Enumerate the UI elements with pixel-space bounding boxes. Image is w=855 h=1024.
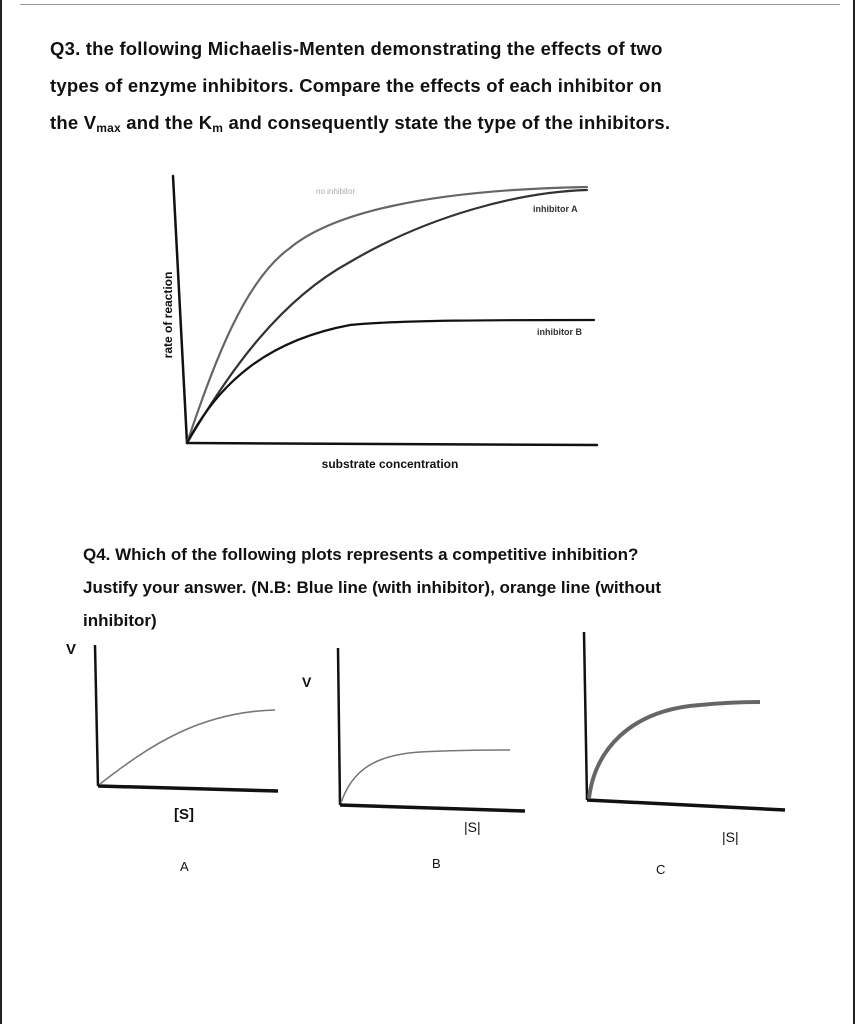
- michaelis-menten-figure: [161, 176, 597, 471]
- plot-b: [302, 648, 525, 871]
- x-axis-label: |S|: [722, 829, 739, 845]
- plot-c: [584, 632, 785, 877]
- plot-caption: B: [432, 856, 441, 871]
- x-axis-label: [S]: [174, 806, 194, 823]
- curve: [341, 750, 510, 803]
- plot-caption: C: [656, 862, 666, 877]
- curve: [100, 710, 275, 784]
- y-axis: [173, 176, 187, 443]
- curve: [589, 702, 760, 798]
- x-axis: [98, 786, 278, 791]
- x-axis: [587, 800, 785, 810]
- curve-inhibitor-b: [187, 320, 594, 443]
- x-axis: [187, 443, 597, 445]
- x-axis-label: |S|: [464, 819, 481, 835]
- q4-line-3: inhibitor): [83, 611, 157, 630]
- label-inhibitor-b: inhibitor B: [537, 327, 582, 337]
- label-inhibitor-a: inhibitor A: [533, 204, 578, 214]
- y-axis: [338, 648, 340, 805]
- q4-line-1: Q4. Which of the following plots represents a competitive inhibition?: [83, 545, 639, 564]
- y-axis-label: rate of reaction: [161, 271, 175, 359]
- question-4: [83, 538, 783, 637]
- curve-inhibitor-a: [187, 190, 587, 443]
- y-axis: [95, 645, 98, 786]
- label-no-inhibitor: no inhibitor: [316, 187, 356, 196]
- y-axis: [584, 632, 587, 800]
- km-subscript: m: [212, 121, 224, 135]
- curve-no-inhibitor: [187, 187, 587, 443]
- y-axis-label: V: [66, 641, 77, 658]
- q3-text: and consequently state the type of the inhibitors.: [223, 112, 671, 133]
- q3-text: and the K: [120, 112, 213, 133]
- plot-a: [66, 641, 278, 874]
- vmax-subscript: max: [96, 121, 121, 135]
- plot-caption: A: [180, 859, 189, 874]
- q3-line-1: Q3. the following Michaelis-Menten demonstrating the effects of two: [50, 38, 663, 59]
- q3-text: the V: [50, 112, 97, 133]
- x-axis: [340, 805, 525, 811]
- x-axis-label: substrate concentration: [321, 457, 459, 471]
- y-axis-label: V: [302, 674, 312, 690]
- q3-line-2: types of enzyme inhibitors. Compare the effects of each inhibitor on: [50, 75, 662, 96]
- q4-line-2: Justify your answer. (N.B: Blue line (with inhibitor), orange line (without: [83, 578, 662, 597]
